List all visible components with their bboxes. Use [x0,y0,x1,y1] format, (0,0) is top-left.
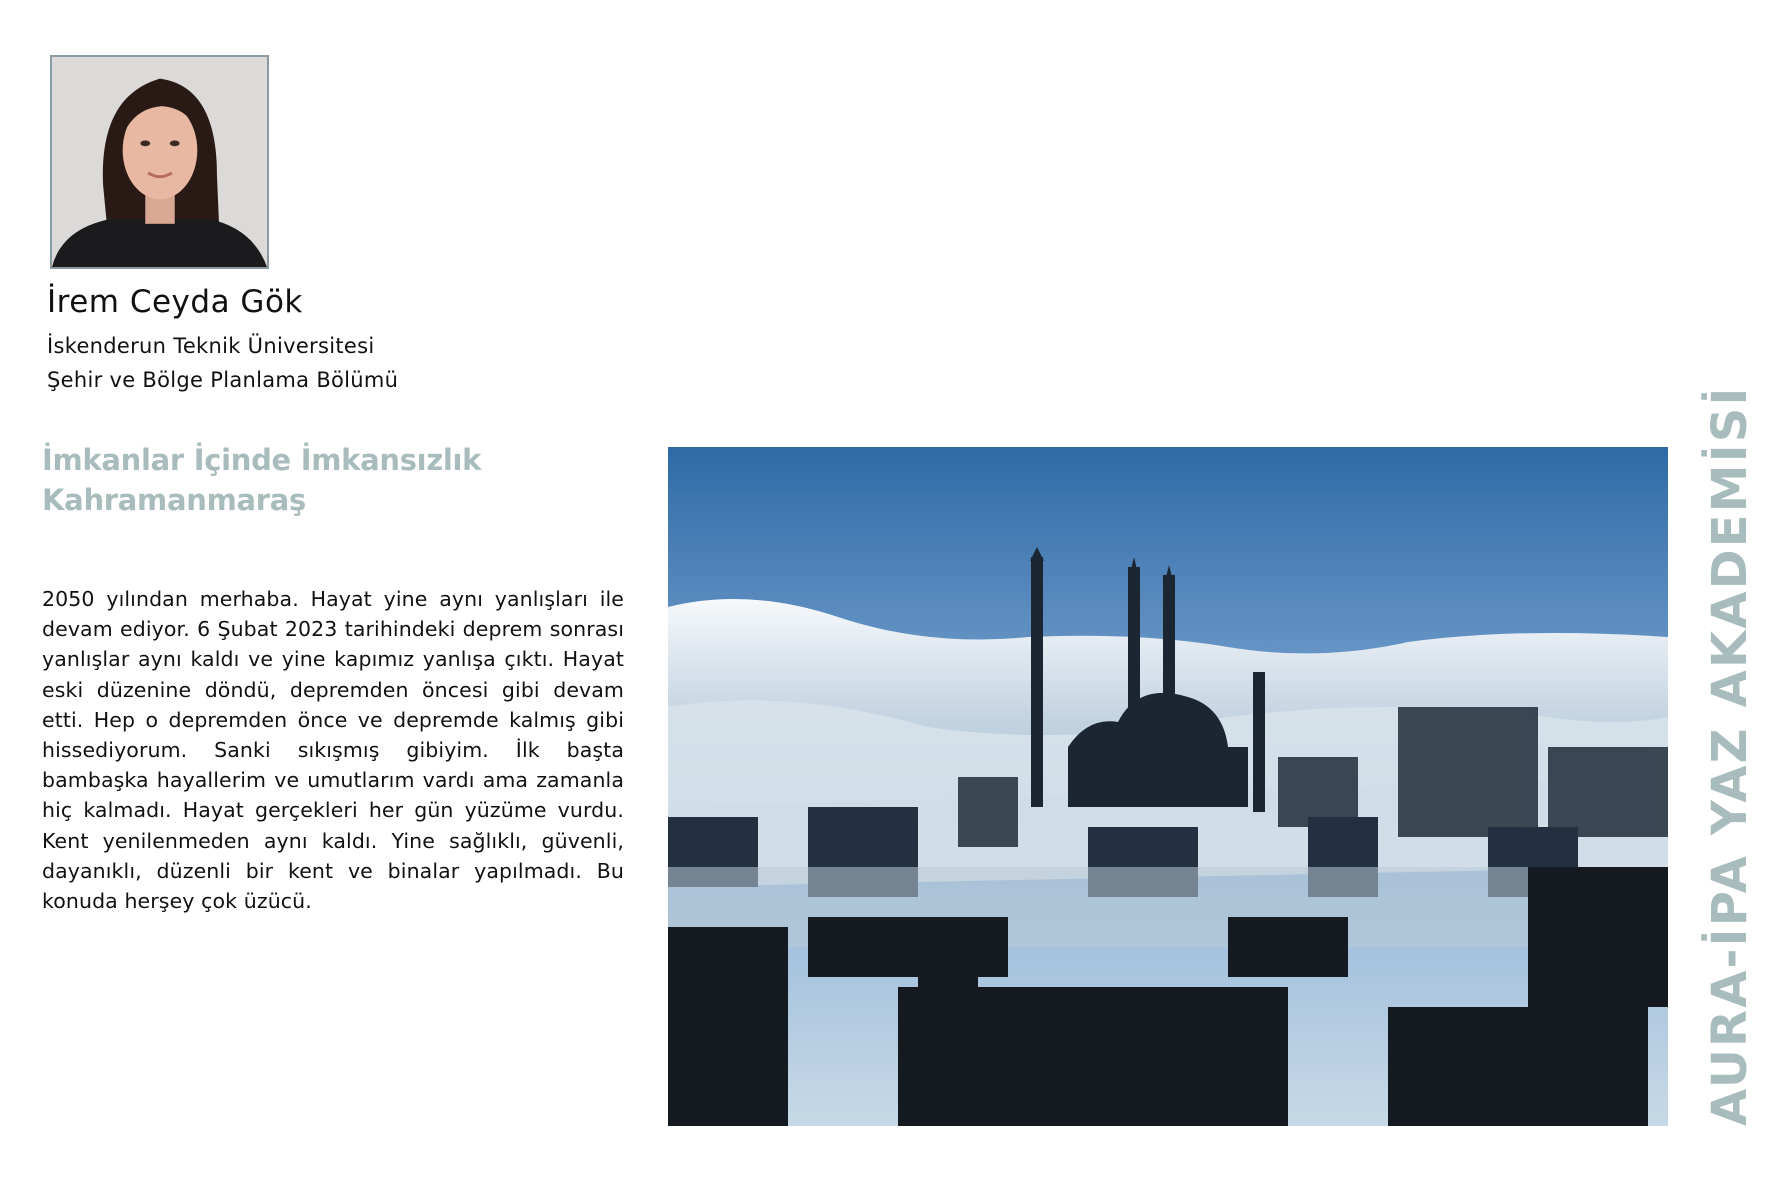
city-fog-photo [668,447,1668,1126]
author-portrait [50,55,269,269]
author-name: İrem Ceyda Gök [47,284,303,320]
author-university: İskenderun Teknik Üniversitesi [47,334,375,358]
article-title-line-1: İmkanlar İçinde İmkansızlık [42,443,482,477]
article-title [42,440,481,520]
article-title-line-2: Kahramanmaraş [42,483,307,517]
side-label: AURA-İPA YAZ AKADEMİSİ [1702,385,1758,1126]
author-department: Şehir ve Bölge Planlama Bölümü [47,368,399,392]
article-body: 2050 yılından merhaba. Hayat yine aynı yanlışları ile devam ediyor. 6 Şubat 2023 tarihindeki deprem sonrası yanlışlar aynı kaldı ve yine kapımız yanlışa çıktı. Hayat eski düzenine döndü, depremden öncesi gibi devam etti. Hep o depremden önce ve depremde kalmış gibi hissediyorum. Sanki sıkışmış gibiyim. İlk başta bambaşka hayallerim ve umutlarım vardı ama zamanla hiç kalmadı. Hayat gerçekleri her gün yüzüme vurdu. Kent yenilenmeden aynı kaldı. Yine sağlıklı, güvenli, dayanıklı, düzenli bir kent ve binalar yapılmadı. Bu konuda herşey çok üzücü. [42,587,624,914]
